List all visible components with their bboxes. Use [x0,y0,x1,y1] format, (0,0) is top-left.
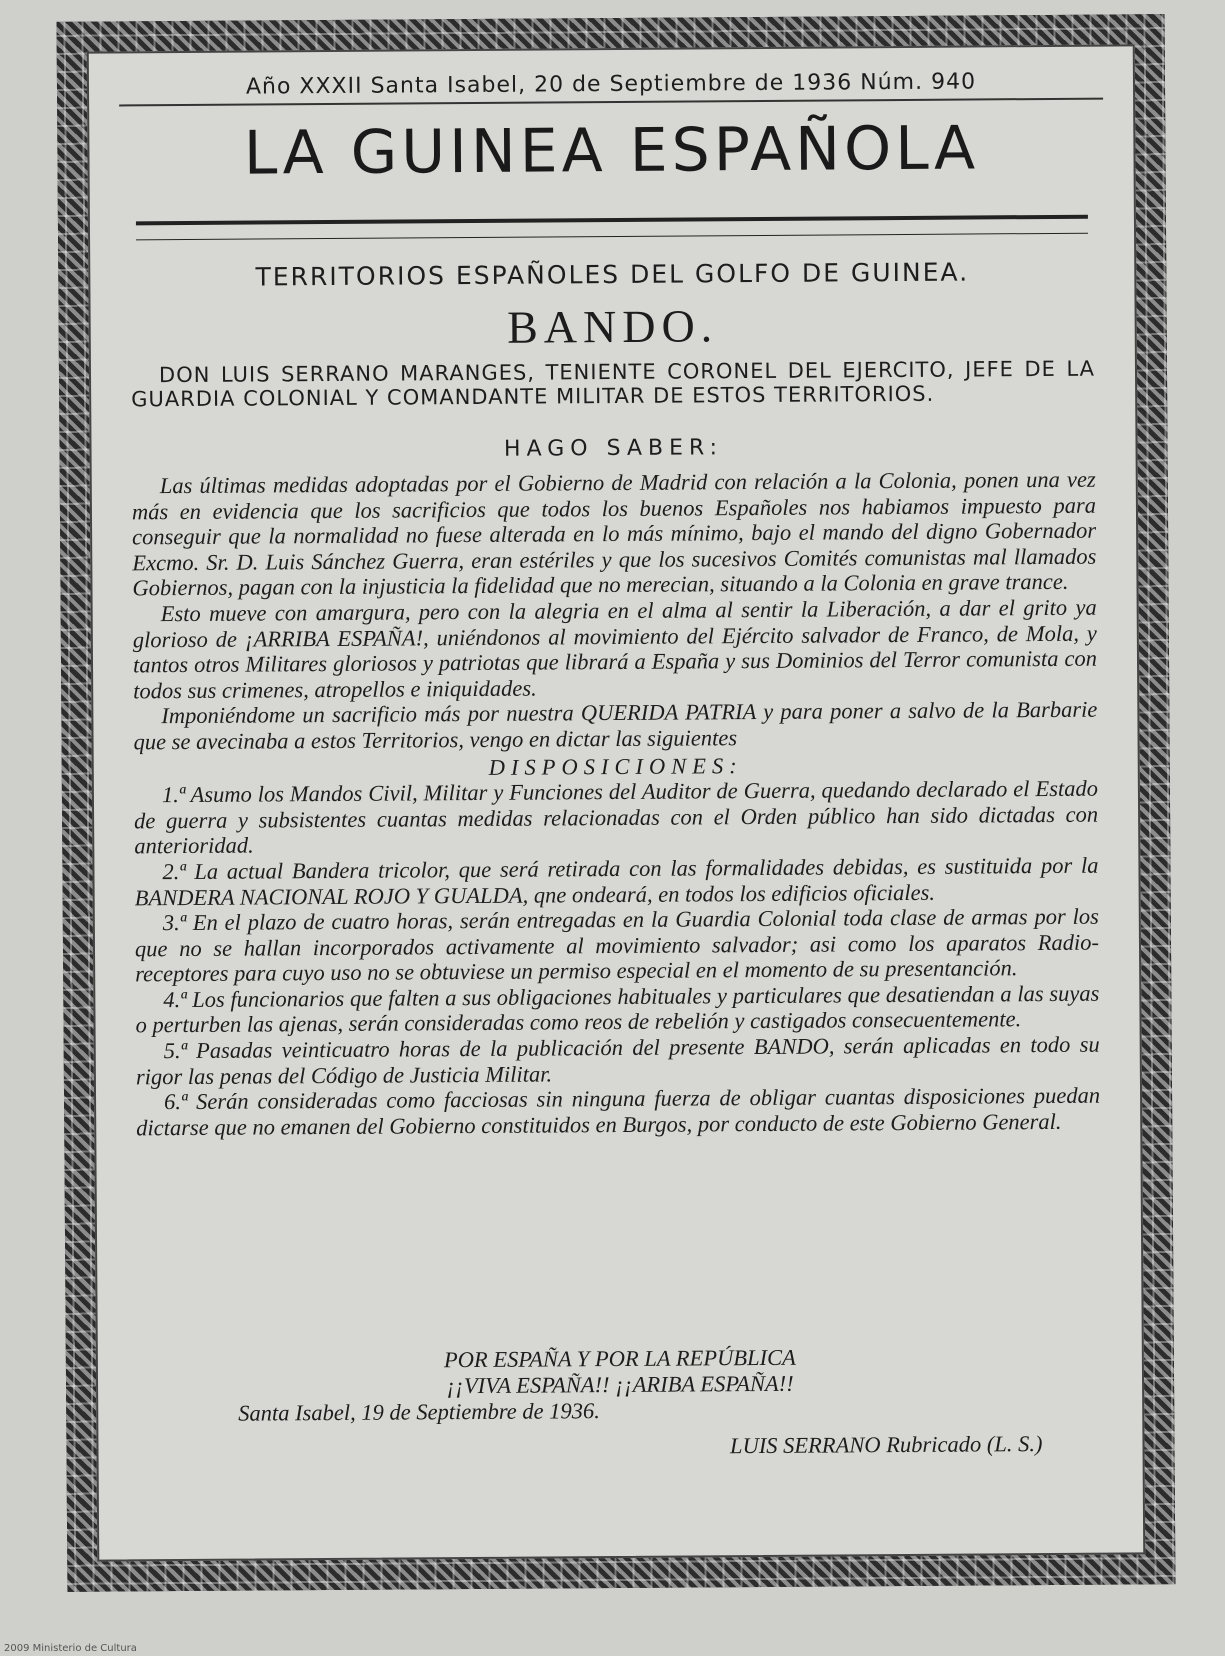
disposicion-item: 1.ª Asumo los Mandos Civil, Militar y Funciones del Auditor de Guerra, quedando declarado el Estado de guerra y subsistentes cuantas medidas relacionadas con el Orden público han sido dictadas con anterioridad. [134,775,1099,859]
closing-block [138,1343,1103,1464]
ornamental-border [57,14,1176,1592]
disposiciones-heading: DISPOSICIONES: [488,752,743,780]
copyright-credit: 2009 Ministerio de Cultura [4,1643,137,1654]
disposicion-item: 5.ª Pasadas veinticuatro horas de la publicación del presente BANDO, serán aplicadas en todo su rigor las penas del Código de Justicia Militar. [135,1031,1100,1090]
authority-line: DON LUIS SERRANO MARANGES, TENIENTE CORONEL DEL EJERCITO, JEFE DE LA GUARDIA COLONIAL Y COMANDANTE MILITAR DE ESTOS TERRITORIOS. [131,356,1096,412]
paragraph: Las últimas medidas adoptadas por el Gobierno de Madrid con relación a la Colonia, ponen una vez más en evidencia que los sacrificios que todos los buenos Españoles nos habiamos impuesto para conseguir que la normalidad no fuese alterada en lo más mínimo, bajo el mando del digno Gobernador Excmo. Sr. D. Luis Sánchez Guerra, eran estériles y que los sucesivos Comités comunistas mal llamados Gobiernos, pagan con la injusticia la fidelidad que no merecian, situando a la Colonia en grave trance. [131,466,1097,601]
paragraph: Imponiéndome un sacrificio más por nuestra QUERIDA PATRIA y para poner a salvo de la Barbarie que se avecinaba a estos Territorios, vengo en dictar las siguientes [133,696,1098,755]
bando-body [132,467,1101,1141]
dateline: Año XXXII Santa Isabel, 20 de Septiembre de 1936 Núm. 940 [119,69,1103,107]
closing-line: POR ESPAÑA Y POR LA REPÚBLICA [443,1344,796,1373]
disposicion-item: 6.ª Serán consideradas como facciosas sin ninguna fuerza de obligar cuantas disposiciones puedan dictarse que no emanen del Gobierno constituidos en Burgos, por conducto de este Gobierno General. [136,1082,1101,1141]
masthead-title: LA GUINEA ESPAÑOLA [243,113,980,189]
bando-heading: BANDO. [506,300,719,353]
disposicion-item: 4.ª Los funcionarios que falten a sus obligaciones habituales y particulares que desatiendan a las suyas o perturben las ajenas, serán consideradas como reos de rebelión y castigados consecuentemente. [135,980,1100,1038]
disposicion-item: 2.ª La actual Bandera tricolor, que será retirada con las formalidades debidas, es sustituida por la BANDERA NACIONAL ROJO Y GUALDA, qne ondeará, en todos los edificios oficiales. [134,852,1099,910]
bando-panel [87,44,1146,1561]
place-date: Santa Isabel, 19 de Septiembre de 1936. [238,1398,600,1426]
masthead-rule [136,215,1088,241]
signature: LUIS SERRANO Rubricado (L. S.) [729,1431,1043,1459]
subtitle: TERRITORIOS ESPAÑOLES DEL GOLFO DE GUINEA. [255,257,970,292]
hago-saber-heading: HAGO SABER: [503,435,724,462]
disposicion-item: 3.ª En el plazo de cuatro horas, serán entregadas en la Guardia Colonial toda clase de armas por los que no se hallan incorporados activamente al movimiento salvador; asi como los aparatos Radio-receptores para cuyo uso no se obtuviese un permiso especial en el momento de su presentanción. [134,903,1100,987]
closing-line: ¡¡VIVA ESPAÑA!! ¡¡ARIBA ESPAÑA!! [446,1370,794,1399]
paragraph: Esto mueve con amargura, pero con la alegria en el alma al sentir la Liberación, a dar el grito ya glorioso de ¡ARRIBA ESPAÑA!, uniéndonos al movimiento del Ejército salvador de Franco, de Mola, y tantos otros Militares gloriosos y patriotas que librará a España y sus Dominios del Terror comunista con todos sus crimenes, atropellos e iniquidades. [132,594,1098,704]
